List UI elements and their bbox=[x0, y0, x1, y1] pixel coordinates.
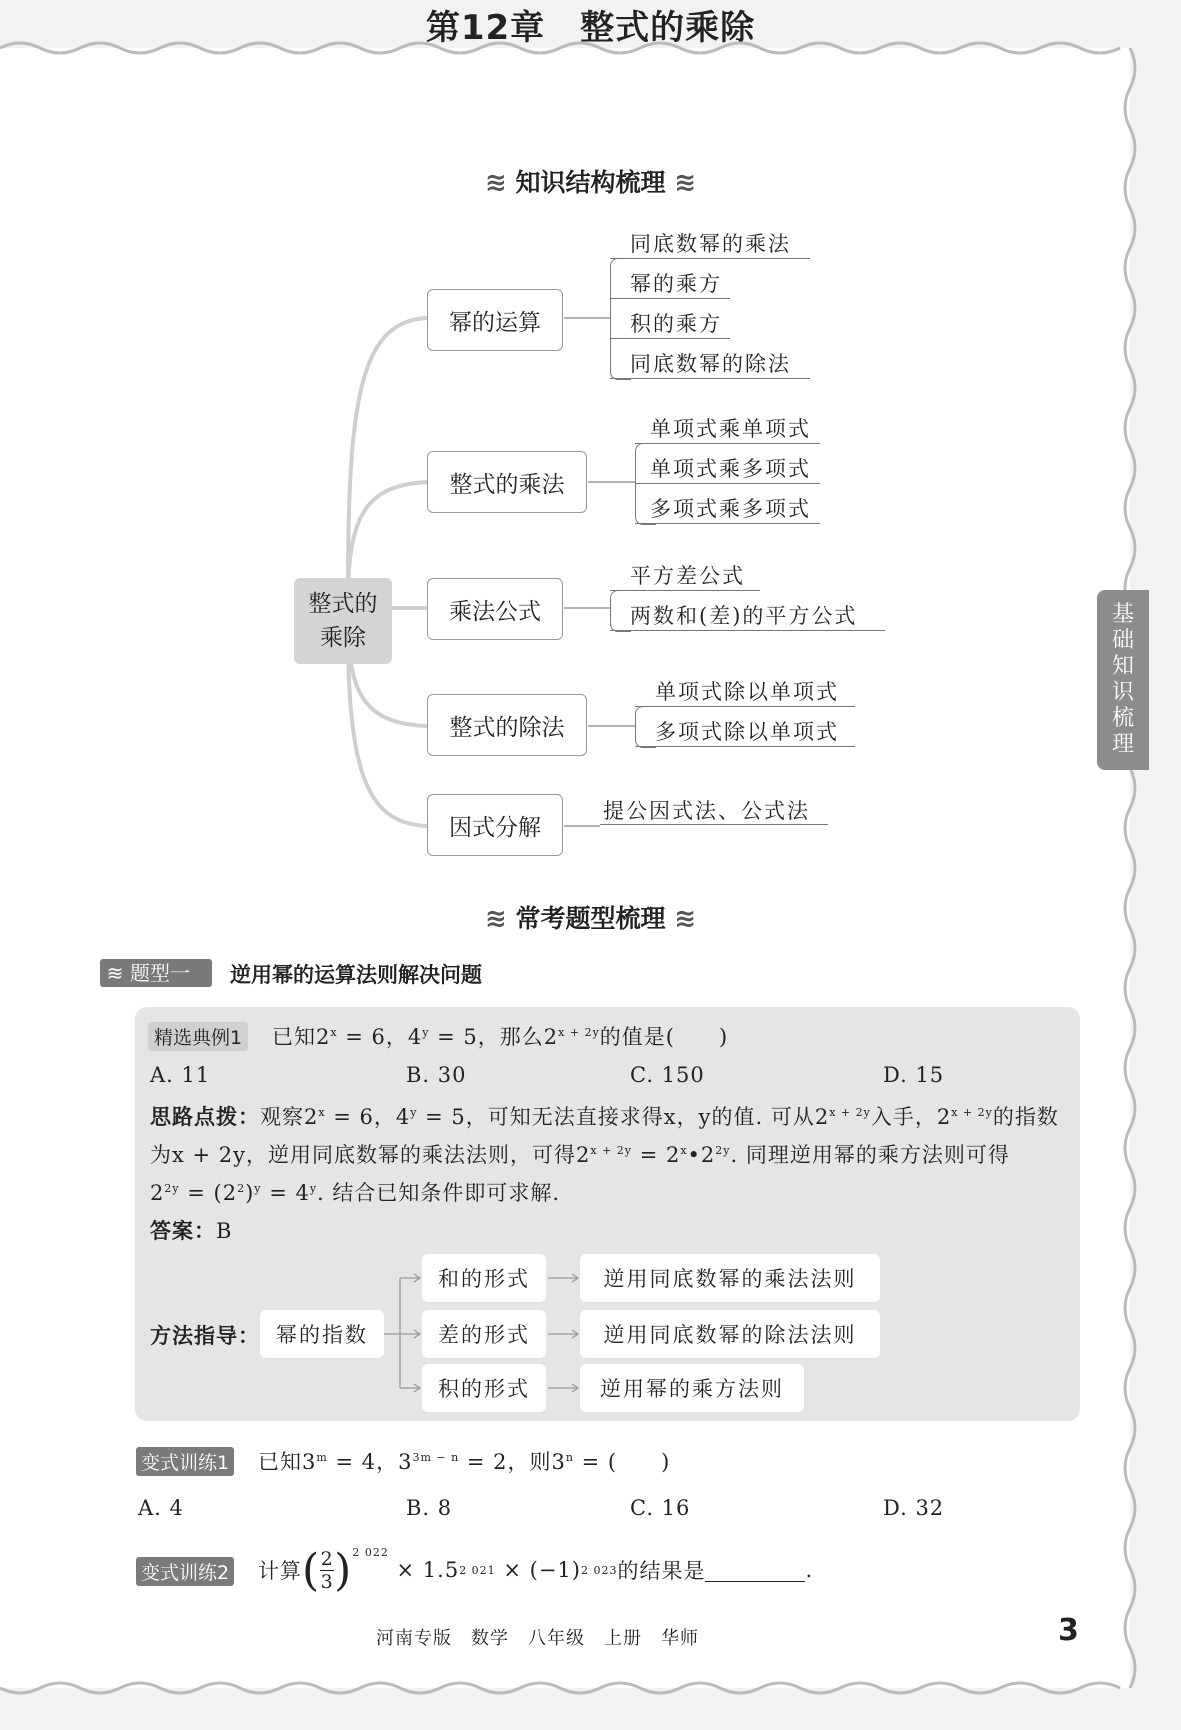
leaf: 平方差公式 bbox=[630, 564, 745, 588]
root-line2: 乘除 bbox=[320, 625, 366, 651]
example-question: 已知$2^x = 6$，$4^y = 5$，那么$2^{x + 2y}$的值是( ) bbox=[272, 1025, 729, 1049]
answer-label: 答案： bbox=[150, 1219, 216, 1243]
wave-icon: ≋ bbox=[106, 961, 124, 985]
page-number: 3 bbox=[1058, 1613, 1079, 1648]
method-form-sum: 和的形式 bbox=[422, 1254, 546, 1302]
leaf: 单项式乘单项式 bbox=[650, 417, 811, 441]
variant1-question: 已知$3^m = 4$，$3^{3m - n} = 2$，则$3^n$ = ( ) bbox=[258, 1450, 671, 1474]
method-form-diff: 差的形式 bbox=[422, 1310, 546, 1358]
option-a: A. 11 bbox=[150, 1063, 211, 1087]
root-line1: 整式的 bbox=[308, 591, 378, 617]
leaf: 同底数幂的除法 bbox=[630, 352, 791, 376]
option-c: C. 150 bbox=[630, 1063, 705, 1087]
hint-line3: $2^{2y} = (2^2)^y = 4^y$. 结合已知条件即可求解. bbox=[150, 1181, 561, 1205]
wave-icon: ≋ bbox=[674, 904, 697, 934]
v1-option-a: A. 4 bbox=[138, 1496, 184, 1520]
branch-power-ops: 幂的运算 bbox=[427, 289, 563, 351]
branch-factorization: 因式分解 bbox=[427, 794, 563, 856]
brace bbox=[610, 590, 631, 632]
v1-option-c: C. 16 bbox=[630, 1496, 691, 1520]
leaf: 多项式除以单项式 bbox=[655, 720, 839, 744]
method-result-3: 逆用幂的乘方法则 bbox=[580, 1364, 804, 1412]
leaf: 幂的乘方 bbox=[630, 272, 722, 296]
v1-option-d: D. 32 bbox=[883, 1496, 945, 1520]
hint-line1: 思路点拨：观察$2^x = 6$，$4^y = 5$，可知无法直接求得x，y的值. 可从$2^{x + 2y}$入手，$2^{x + 2y}$的指数 bbox=[150, 1105, 1059, 1129]
option-d: D. 15 bbox=[883, 1063, 945, 1087]
wave-icon: ≋ bbox=[484, 168, 507, 198]
variant2-question: 计算 ( 2 3 ) $^{2 022}$ × 1.5 2 021 × (−1) 2 023 的结果是 . bbox=[258, 1544, 814, 1596]
section-question-types bbox=[0, 899, 1181, 935]
example-tag: 精选典例1 bbox=[148, 1022, 248, 1051]
variant1-tag: 变式训练1 bbox=[136, 1447, 234, 1476]
wave-icon: ≋ bbox=[674, 168, 697, 198]
leaf: 单项式除以单项式 bbox=[655, 680, 839, 704]
leaf: 多项式乘多项式 bbox=[650, 497, 811, 521]
answer-value: B bbox=[216, 1219, 233, 1243]
branch-division: 整式的除法 bbox=[427, 694, 587, 756]
answer-line bbox=[150, 1215, 232, 1245]
brace bbox=[610, 258, 631, 380]
brace bbox=[635, 706, 656, 748]
side-tab bbox=[1097, 590, 1149, 770]
section-types-title: 常考题型梳理 bbox=[515, 904, 666, 933]
leaf: 两数和(差)的平方公式 bbox=[630, 604, 858, 628]
leaf: 单项式乘多项式 bbox=[650, 457, 811, 481]
type1-tag bbox=[100, 959, 212, 987]
leaf: 同底数幂的乘法 bbox=[630, 232, 791, 256]
wave-icon: ≋ bbox=[484, 904, 507, 934]
v1-option-b: B. 8 bbox=[406, 1496, 453, 1520]
method-result-2: 逆用同底数幂的除法法则 bbox=[580, 1310, 880, 1358]
side-tab-label: 基 础 知 识 梳 理 bbox=[1111, 602, 1134, 757]
type1-tag-label: 题型一 bbox=[130, 961, 190, 985]
method-result-1: 逆用同底数幂的乘法法则 bbox=[580, 1254, 880, 1302]
chapter-title: 第12章 整式的乘除 bbox=[425, 8, 756, 48]
type1-title: 逆用幂的运算法则解决问题 bbox=[230, 963, 482, 987]
branch-multiplication: 整式的乘法 bbox=[427, 451, 587, 513]
method-form-product: 积的形式 bbox=[422, 1364, 546, 1412]
mindmap-root bbox=[294, 578, 392, 664]
variant2-tag: 变式训练2 bbox=[136, 1557, 234, 1586]
option-b: B. 30 bbox=[406, 1063, 467, 1087]
leaf: 提公因式法、公式法 bbox=[603, 799, 810, 823]
method-label: 方法指导： bbox=[150, 1324, 260, 1348]
branch-formulas: 乘法公式 bbox=[427, 578, 563, 640]
leaf: 积的乘方 bbox=[630, 312, 722, 336]
footer-info: 河南专版 数学 八年级 上册 华师 bbox=[376, 1628, 699, 1649]
method-root: 幂的指数 bbox=[260, 1310, 384, 1358]
hint-line2: 为x + 2y，逆用同底数幂的乘法法则，可得$2^{x + 2y}$ = $2^x•2^{2y}$. 同理逆用幂的乘方法则可得 bbox=[150, 1143, 1010, 1167]
hint-label: 思路点拨： bbox=[150, 1105, 260, 1129]
section-knowledge-title: 知识结构梳理 bbox=[515, 168, 666, 197]
